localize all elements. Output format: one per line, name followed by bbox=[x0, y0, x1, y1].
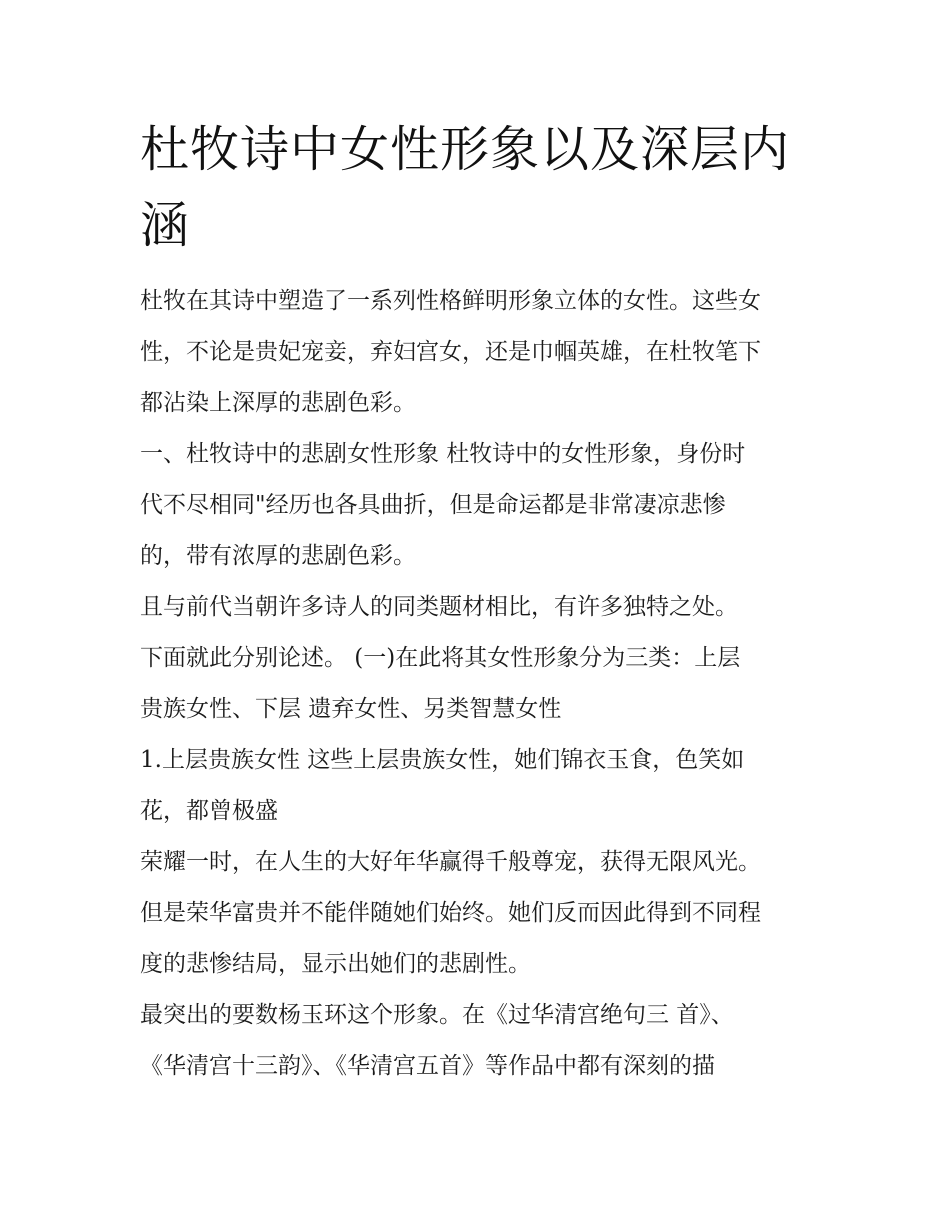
text-line: 《华清宫十三韵》、《华清宫五首》等作品中都有深刻的描 bbox=[140, 1053, 715, 1079]
text-line: 贵族女性、下层 遗弃女性、另类智慧女性 bbox=[140, 696, 562, 722]
text-line: 都沾染上深厚的悲剧色彩。 bbox=[140, 390, 416, 416]
text-line: 杜牧在其诗中塑造了一系列性格鲜明形象立体的女性。这些女 bbox=[140, 288, 761, 314]
title-line: 杜牧诗中女性形象以及深层内 bbox=[140, 121, 791, 178]
text-line: 最突出的要数杨玉环这个形象。在《过华清宫绝句三 首》、 bbox=[140, 1002, 734, 1028]
document-title bbox=[140, 112, 820, 264]
text-line: 下面就此分别论述。 (一)在此将其女性形象分为三类：上层 bbox=[140, 645, 741, 671]
text-line: 性，不论是贵妃宠妾，弃妇宫女，还是巾帼英雄，在杜牧笔下 bbox=[140, 339, 761, 365]
paragraph-section-one bbox=[140, 429, 830, 582]
text-line: 一、杜牧诗中的悲剧女性形象 杜牧诗中的女性形象，身份时 bbox=[140, 441, 746, 467]
text-line: 1.上层贵族女性 这些上层贵族女性，她们锦衣玉食，色笑如 bbox=[140, 747, 745, 773]
text-line: 的，带有浓厚的悲剧色彩。 bbox=[140, 543, 416, 569]
paragraph-glory bbox=[140, 837, 830, 990]
text-line: 度的悲惨结局，显示出她们的悲剧性。 bbox=[140, 951, 531, 977]
title-line: 涵 bbox=[140, 197, 191, 254]
paragraph-upper-class bbox=[140, 735, 830, 837]
text-line: 且与前代当朝许多诗人的同类题材相比，有许多独特之处。 bbox=[140, 594, 738, 620]
text-line: 代不尽相同"经历也各具曲折，但是命运都是非常凄凉悲惨 bbox=[140, 492, 726, 518]
text-line: 花，都曾极盛 bbox=[140, 798, 278, 824]
paragraph-intro bbox=[140, 276, 830, 429]
paragraph-classification bbox=[140, 582, 830, 735]
document-body bbox=[140, 276, 830, 1092]
text-line: 荣耀一时，在人生的大好年华赢得千般尊宠，获得无限风光。 bbox=[140, 849, 761, 875]
paragraph-yang-yuhuan bbox=[140, 990, 830, 1092]
text-line: 但是荣华富贵并不能伴随她们始终。她们反而因此得到不同程 bbox=[140, 900, 761, 926]
